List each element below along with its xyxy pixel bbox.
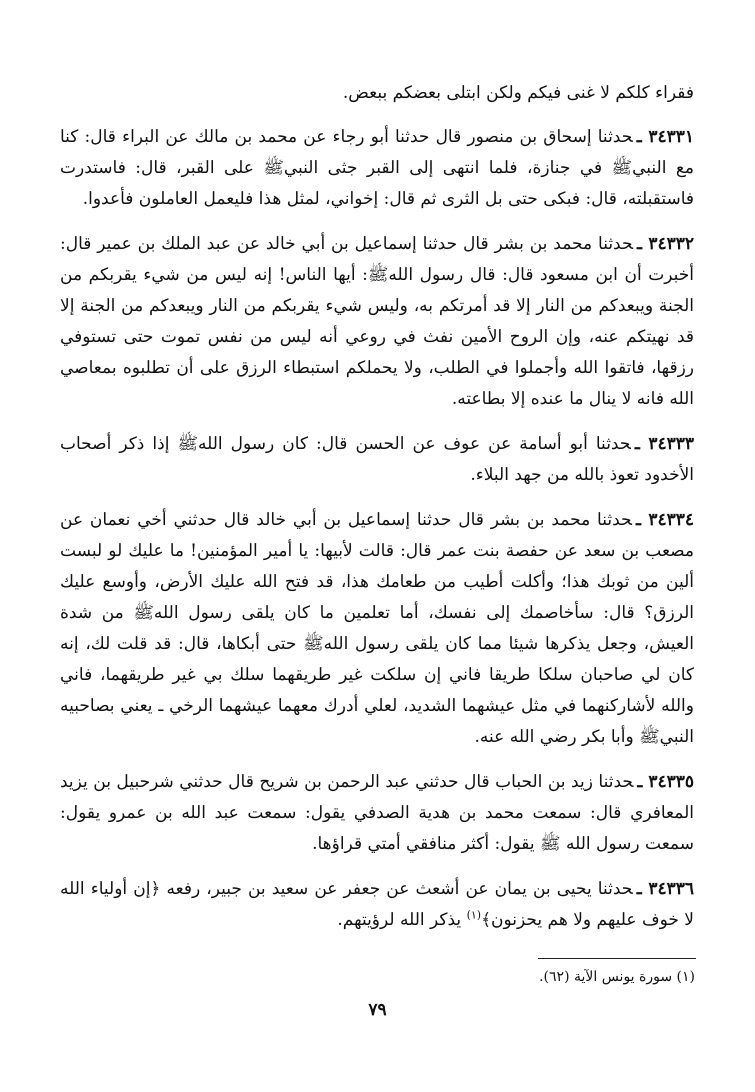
hadith-34336 <box>60 874 694 936</box>
hadith-text: حدثنا إسحاق بن منصور قال حدثنا أبو رجاء عن محمد بن مالك عن البراء قال: كنا مع النبيﷺ في جنازة، فلما انتهى إلى القبر جثى النبيﷺ على القبر، قال: فاستدرت فاستقبلته، قال: فبكى حتى بل الثرى ثم قال: إخواني، لمثل هذا فليعمل العاملون فأعدوا. <box>60 127 694 209</box>
hadith-34334 <box>60 505 694 753</box>
page-number: ٧٩ <box>368 1000 387 1020</box>
hadith-text: حدثنا زيد بن الحباب قال حدثني عبد الرحمن بن شريح قال حدثني شرحبيل بن يزيد المعافري قال: سمعت محمد بن هدية الصدفي يقول: سمعت عبد الله بن عمرو يقول: سمعت رسول الله ﷺ يقول: أكثر منافقي أمتي قراؤها. <box>60 772 694 854</box>
footnote-reference[interactable]: (١) <box>466 908 482 922</box>
hadith-text: حدثنا محمد بن بشر قال حدثنا إسماعيل بن أبي خالد قال حدثني أخي نعمان عن مصعب بن سعد عن حفصة بنت عمر قال: قالت لأبيها: يا أمير المؤمنين! ما عليك لو لبست ألين من ثوبك هذا؛ وأكلت أطيب من طعامك هذا، قد فتح الله عليك الأرض، وأوسع عليك الرزق؟ قال: سأخاصمك إلى نفسك، أما تعلمين ما كان يلقى رسول اللهﷺ من شدة العيش، وجعل يذكرها شيئا مما كان يلقى رسول اللهﷺ حتى أبكاها، قال: قد قلت لك، إنه كان لي صاحبان سلكا طريقا فاني إن سلكت غير طريقهما سلك بي غير طريقهما، فاني والله لأشاركنهما في مثل عيشهما الشديد، لعلي أدرك معهما عيشهما الرخي ـ يعني بصاحبيه النبيﷺ وأبا بكر رضي الله عنه. <box>60 510 694 747</box>
hadith-34332 <box>60 229 694 415</box>
hadith-number: ٣٤٣٣٣ ـ <box>634 434 695 454</box>
hadith-34333 <box>60 429 694 491</box>
hadith-number: ٣٤٣٣٢ ـ <box>636 234 694 254</box>
hadith-text: حدثنا محمد بن بشر قال حدثنا إسماعيل بن أبي خالد عن عبد الملك بن عمير قال: أخبرت أن ابن مسعود قال: قال رسول اللهﷺ: أيها الناس! إنه ليس من شيء يقربكم من الجنة ويبعدكم من النار إلا قد أمرتكم به، وليس شيء يقربكم من النار ويبعدكم من الجنة إلا قد نهيتكم عنه، وإن الروح الأمين نفث في روعي أنه ليس من نفس تموت حتى تستوفي رزقها، فاتقوا الله وأجملوا في الطلب، ولا يحملكم استبطاء الرزق على أن تطلبوه بمعاصي الله فانه لا ينال ما عنده إلا بطاعته. <box>60 234 694 409</box>
hadith-number: ٣٤٣٣٤ ـ <box>636 510 695 530</box>
page-body <box>60 78 694 950</box>
hadith-text-end: يذكر الله لرؤيتهم. <box>337 910 467 930</box>
hadith-number: ٣٤٣٣٥ ـ <box>637 772 694 792</box>
hadith-text: حدثنا يحيى بن يمان عن أشعث عن جعفر عن سعيد بن جبير، رفعه ﴿إن أولياء الله لا خوف عليهم ولا هم يحزنون﴾ <box>60 879 694 930</box>
hadith-number: ٣٤٣٣٦ ـ <box>636 879 694 899</box>
paragraph-text: فقراء كلكم لا غنى فيكم ولكن ابتلى بعضكم ببعض. <box>342 83 694 103</box>
paragraph-continuation <box>60 78 694 109</box>
footnote-divider <box>538 958 696 959</box>
footnote: (١) سورة يونس الآية (٦٢). <box>539 969 695 985</box>
hadith-text: حدثنا أبو أسامة عن عوف عن الحسن قال: كان رسول اللهﷺ إذا ذكر أصحاب الأخدود تعوذ بالله من جهد البلاء. <box>60 434 694 485</box>
hadith-number: ٣٤٣٣١ ـ <box>636 127 694 147</box>
hadith-34331 <box>60 122 694 215</box>
hadith-34335 <box>60 767 694 860</box>
